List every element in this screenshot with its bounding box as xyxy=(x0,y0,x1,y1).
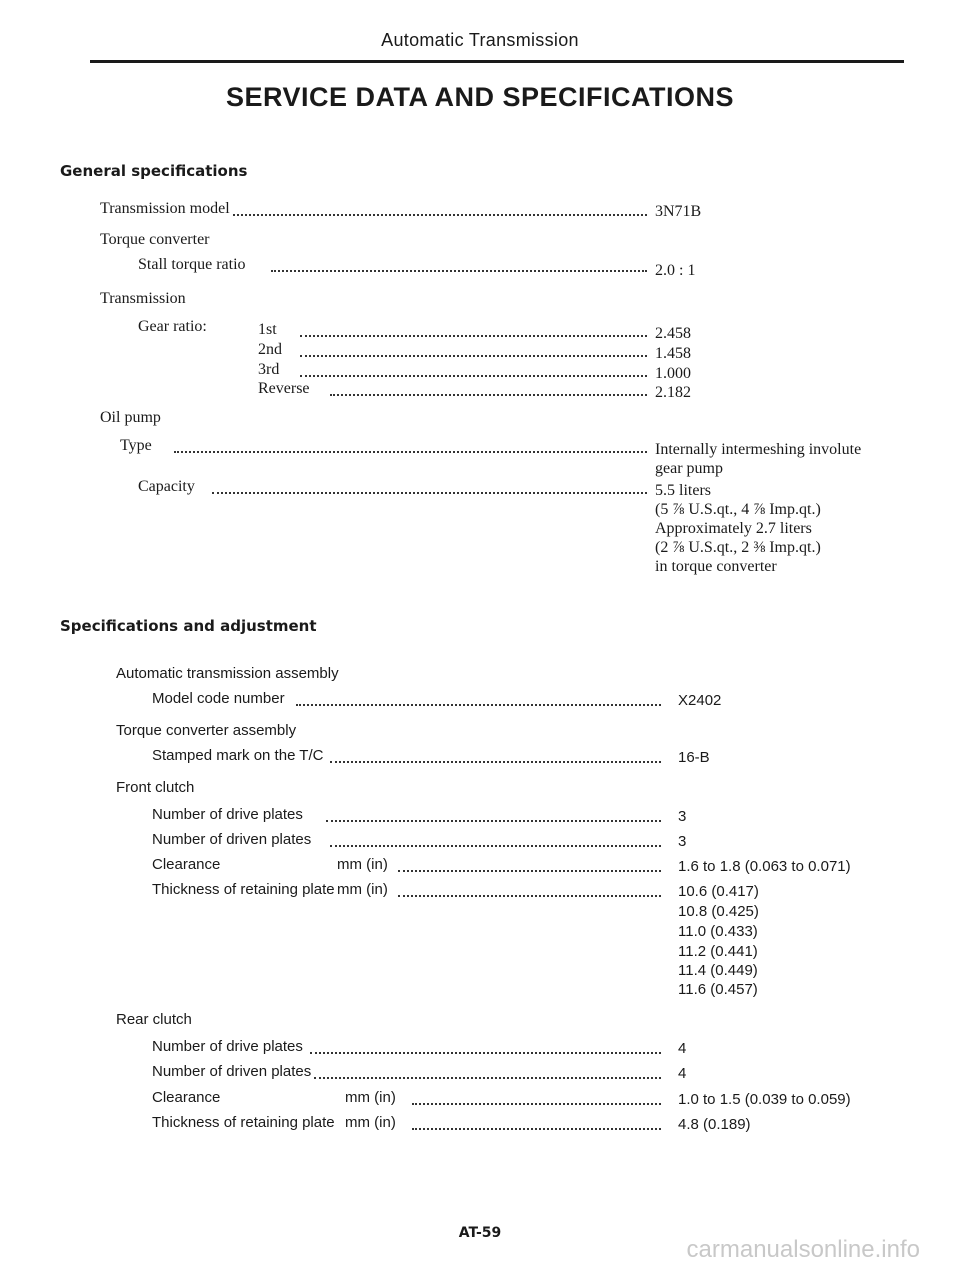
leader-dots xyxy=(398,868,661,872)
gear-3rd-value: 1.000 xyxy=(655,365,691,382)
fc-retaining-unit: mm (in) xyxy=(337,881,388,898)
fc-driven-plates-label: Number of driven plates xyxy=(152,831,312,848)
model-code-value: X2402 xyxy=(678,692,722,709)
capacity-line-1: 5.5 liters xyxy=(655,482,711,499)
fc-retaining-value-1: 10.6 (0.417) xyxy=(678,883,759,900)
capacity-line-4: (2 ⅞ U.S.qt., 2 ⅜ Imp.qt.) xyxy=(655,539,821,556)
torque-converter-label: Torque converter xyxy=(100,231,210,248)
section-heading-general: General specifications xyxy=(60,162,248,180)
tc-assembly-label: Torque converter assembly xyxy=(116,722,297,739)
pump-type-label: Type xyxy=(120,437,152,454)
leader-dots xyxy=(212,490,647,494)
fc-drive-plates-value: 3 xyxy=(678,808,687,825)
oil-pump-label: Oil pump xyxy=(100,409,161,426)
leader-dots xyxy=(271,268,647,272)
leader-dots xyxy=(310,1050,661,1054)
fc-clearance-unit: mm (in) xyxy=(337,856,388,873)
transmission-model-value: 3N71B xyxy=(655,203,702,220)
leader-dots xyxy=(174,449,647,453)
gear-2nd-value: 1.458 xyxy=(655,345,691,362)
leader-dots xyxy=(330,392,647,396)
rc-clearance-label: Clearance xyxy=(152,1089,221,1106)
page-number: AT-59 xyxy=(458,1225,502,1241)
fc-retaining-value-3: 11.0 (0.433) xyxy=(678,923,758,940)
running-header: Automatic Transmission xyxy=(381,30,579,50)
leader-dots xyxy=(412,1101,661,1105)
front-clutch-label: Front clutch xyxy=(116,779,195,796)
rc-driven-plates-label: Number of driven plates xyxy=(152,1063,312,1080)
stall-torque-label: Stall torque ratio xyxy=(138,256,246,273)
capacity-line-3: Approximately 2.7 liters xyxy=(655,520,812,537)
rc-driven-plates-value: 4 xyxy=(678,1065,687,1082)
transmission-model-label: Transmission model xyxy=(100,200,230,217)
gear-reverse-label: Reverse xyxy=(258,380,310,397)
page-title: SERVICE DATA AND SPECIFICATIONS xyxy=(225,82,735,112)
leader-dots xyxy=(314,1075,661,1079)
pump-type-line-1: Internally intermeshing involute xyxy=(655,441,862,458)
leader-dots xyxy=(326,818,661,822)
rc-retaining-label: Thickness of retaining plate xyxy=(152,1114,335,1131)
gear-3rd-label: 3rd xyxy=(258,361,280,378)
leader-dots xyxy=(330,759,661,763)
transmission-label: Transmission xyxy=(100,290,186,307)
watermark: carmanualsonline.info xyxy=(686,1236,920,1263)
gear-2nd-label: 2nd xyxy=(258,341,282,358)
rc-drive-plates-value: 4 xyxy=(678,1040,687,1057)
gear-1st-value: 2.458 xyxy=(655,325,691,342)
rc-retaining-value: 4.8 (0.189) xyxy=(678,1116,751,1133)
fc-drive-plates-label: Number of drive plates xyxy=(152,806,303,823)
rear-clutch-label: Rear clutch xyxy=(116,1011,192,1028)
stamped-mark-value: 16-B xyxy=(678,749,710,766)
capacity-label: Capacity xyxy=(138,478,195,495)
leader-dots xyxy=(300,353,647,357)
leader-dots xyxy=(330,843,661,847)
leader-dots xyxy=(300,333,647,337)
header-rule xyxy=(90,60,904,63)
fc-retaining-value-2: 10.8 (0.425) xyxy=(678,903,759,920)
fc-retaining-value-6: 11.6 (0.457) xyxy=(678,981,758,998)
stamped-mark-label: Stamped mark on the T/C xyxy=(152,747,324,764)
leader-dots xyxy=(233,212,647,216)
capacity-line-5: in torque converter xyxy=(655,558,777,575)
at-assembly-label: Automatic transmission assembly xyxy=(116,665,339,682)
section-heading-specs: Specifications and adjustment xyxy=(60,617,317,635)
leader-dots xyxy=(300,373,647,377)
rc-retaining-unit: mm (in) xyxy=(345,1114,396,1131)
capacity-line-2: (5 ⅞ U.S.qt., 4 ⅞ Imp.qt.) xyxy=(655,501,821,518)
stall-torque-value: 2.0 : 1 xyxy=(655,262,696,279)
fc-retaining-label: Thickness of retaining plate xyxy=(152,881,335,898)
pump-type-line-2: gear pump xyxy=(655,460,723,477)
gear-ratio-label: Gear ratio: xyxy=(138,318,207,335)
model-code-label: Model code number xyxy=(152,690,285,707)
leader-dots xyxy=(412,1126,661,1130)
fc-clearance-value: 1.6 to 1.8 (0.063 to 0.071) xyxy=(678,858,851,875)
rc-clearance-value: 1.0 to 1.5 (0.039 to 0.059) xyxy=(678,1091,851,1108)
fc-driven-plates-value: 3 xyxy=(678,833,687,850)
rc-drive-plates-label: Number of drive plates xyxy=(152,1038,303,1055)
fc-clearance-label: Clearance xyxy=(152,856,221,873)
rc-clearance-unit: mm (in) xyxy=(345,1089,396,1106)
fc-retaining-value-5: 11.4 (0.449) xyxy=(678,962,758,979)
leader-dots xyxy=(398,893,661,897)
gear-reverse-value: 2.182 xyxy=(655,384,691,401)
gear-1st-label: 1st xyxy=(258,321,277,338)
leader-dots xyxy=(296,702,661,706)
fc-retaining-value-4: 11.2 (0.441) xyxy=(678,943,758,960)
